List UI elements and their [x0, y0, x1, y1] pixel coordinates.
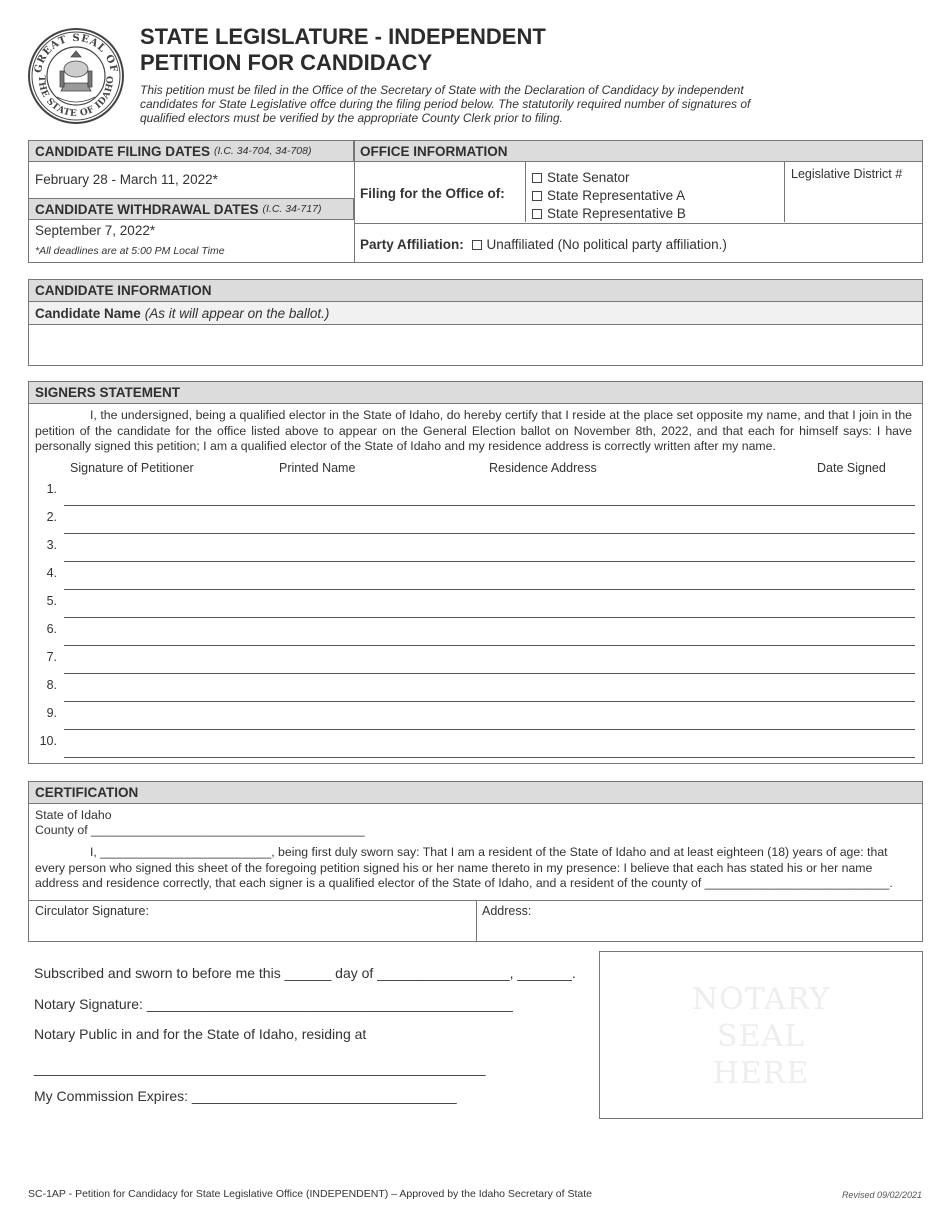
- checkbox-icon[interactable]: [532, 173, 542, 183]
- title-line-1: STATE LEGISLATURE - INDEPENDENT: [140, 24, 546, 49]
- withdrawal-dates-header: [29, 198, 354, 220]
- title-line-2: PETITION FOR CANDIDACY: [140, 50, 433, 75]
- signer-row-line[interactable]: [64, 533, 915, 534]
- signer-row-line[interactable]: [64, 617, 915, 618]
- candidate-info-section: [28, 279, 923, 366]
- signer-row-line[interactable]: [64, 757, 915, 758]
- col-residence: Residence Address: [489, 461, 597, 475]
- office-option-rep-a[interactable]: State Representative A: [532, 187, 686, 205]
- candidate-info-header: CANDIDATE INFORMATION: [29, 280, 922, 302]
- seal-text-bottom: THE STATE OF IDAHO: [35, 75, 117, 120]
- page-title: [140, 24, 546, 76]
- signer-row-line[interactable]: [64, 673, 915, 674]
- filing-dates-label: CANDIDATE FILING DATES: [35, 143, 210, 159]
- deadline-note: *All deadlines are at 5:00 PM Local Time: [35, 245, 225, 257]
- filing-for-label: Filing for the Office of:: [360, 186, 505, 201]
- office-option-senator[interactable]: State Senator: [532, 169, 686, 187]
- signers-statement: I, the undersigned, being a qualified elector in the State of Idaho, do hereby certify that I reside at the place set opposite my name, and that I join in the petition of the candidate for the office listed above to appear on the General Election ballot on November 8th, 2022, and that each for himself says: I have personally signed this petition; I am a qualified elector of the State of Idaho and my residence address is correctly written after my name.: [35, 408, 912, 453]
- signers-header: SIGNERS STATEMENT: [29, 382, 922, 404]
- circulator-address-label[interactable]: Address:: [482, 904, 532, 918]
- office-info-header: OFFICE INFORMATION: [354, 141, 922, 162]
- signer-row-number: 10.: [39, 734, 57, 748]
- filing-dates-header: [29, 141, 354, 162]
- seal-placeholder-line-1: NOTARY: [691, 982, 831, 1017]
- cert-state-line: State of Idaho: [35, 808, 112, 822]
- withdrawal-dates-label: CANDIDATE WITHDRAWAL DATES: [35, 201, 259, 217]
- notary-seal-box: [599, 951, 923, 1119]
- office-options: [532, 169, 686, 223]
- seal-text-top: GREAT SEAL OF: [32, 32, 119, 75]
- footer-revised: Revised 09/02/2021: [841, 1190, 922, 1200]
- legislative-district-label: Legislative District #: [791, 167, 903, 181]
- signer-row-line[interactable]: [64, 701, 915, 702]
- signer-row-number: 8.: [46, 678, 57, 692]
- notary-residing-line[interactable]: __________________________________________________________: [34, 1060, 486, 1076]
- candidate-name-label: Candidate Name: [35, 305, 141, 321]
- signer-row-number: 7.: [46, 650, 57, 664]
- office-option-rep-b[interactable]: State Representative B: [532, 205, 686, 223]
- party-option-unaffiliated[interactable]: Unaffiliated (No political party affiliation.): [486, 237, 727, 252]
- withdrawal-dates-value: September 7, 2022*: [35, 223, 156, 238]
- signer-row-number: 4.: [46, 566, 57, 580]
- certification-section: [28, 781, 923, 942]
- cert-statement: I, _________________________, being first duly sworn say: That I am a resident of the State of Idaho and at least eighteen (18) years of age: that every person who signed this sheet of the foregoing petition signed his or her name thereto in my presence: I believe that each has stated his or her name address and residence correctly, that each signer is a qualified elector of the State of Idaho, and a resident of the county of ___________________________.: [35, 845, 893, 890]
- filing-dates-cite: (I.C. 34-704, 34-708): [214, 145, 312, 157]
- col-printed-name: Printed Name: [279, 461, 356, 475]
- checkbox-icon[interactable]: [532, 209, 542, 219]
- signers-section: [28, 381, 923, 764]
- candidate-name-row: [29, 302, 922, 325]
- signer-row-number: 1.: [46, 482, 57, 496]
- signer-row-line[interactable]: [64, 645, 915, 646]
- signer-row-line[interactable]: [64, 589, 915, 590]
- intro-text: This petition must be filed in the Office of the Secretary of State with the Declaration of Candidacy by independent candidates for State Legislative offce during the filing period below. The statutorily required number of signatures of qualified electors must be verified by the appropriate County Clerk prior to filing.: [140, 83, 751, 125]
- footer-form-id: SC-1AP - Petition for Candidacy for State Legislative Office (INDEPENDENT) – Approved by the Idaho Secretary of State: [28, 1188, 592, 1200]
- state-seal-icon: [27, 27, 125, 125]
- signer-row-line[interactable]: [64, 729, 915, 730]
- notary-public-line: Notary Public in and for the State of Idaho, residing at: [34, 1026, 367, 1042]
- circulator-signature-label[interactable]: Circulator Signature:: [35, 904, 149, 918]
- candidate-name-field[interactable]: [29, 325, 922, 365]
- filing-dates-value: February 28 - March 11, 2022*: [35, 172, 218, 187]
- signer-row-number: 3.: [46, 538, 57, 552]
- seal-placeholder-line-2: SEAL: [716, 1019, 806, 1054]
- candidate-name-note: (As it will appear on the ballot.): [144, 305, 330, 321]
- signer-row-number: 9.: [46, 706, 57, 720]
- seal-placeholder-line-3: HERE: [712, 1056, 810, 1091]
- cert-county-line[interactable]: County of ________________________________________: [35, 823, 365, 837]
- signer-row-number: 6.: [46, 622, 57, 636]
- certification-header: CERTIFICATION: [29, 782, 922, 804]
- notary-signature-line[interactable]: Notary Signature: _______________________________________________: [34, 996, 513, 1012]
- checkbox-icon[interactable]: [532, 191, 542, 201]
- checkbox-icon[interactable]: [472, 240, 482, 250]
- dates-office-section: [28, 140, 923, 263]
- party-affiliation: [360, 237, 727, 252]
- withdrawal-dates-cite: (I.C. 34-717): [262, 203, 322, 215]
- party-affiliation-label: Party Affiliation:: [360, 237, 464, 252]
- notary-commission-line[interactable]: My Commission Expires: __________________________________: [34, 1088, 457, 1104]
- signer-row-line[interactable]: [64, 561, 915, 562]
- signer-row-number: 2.: [46, 510, 57, 524]
- col-signature: Signature of Petitioner: [70, 461, 194, 475]
- signer-row-number: 5.: [46, 594, 57, 608]
- col-date-signed: Date Signed: [817, 461, 886, 475]
- signer-row-line[interactable]: [64, 505, 915, 506]
- notary-sworn-line[interactable]: Subscribed and sworn to before me this ______ day of _________________, _______.: [34, 965, 576, 981]
